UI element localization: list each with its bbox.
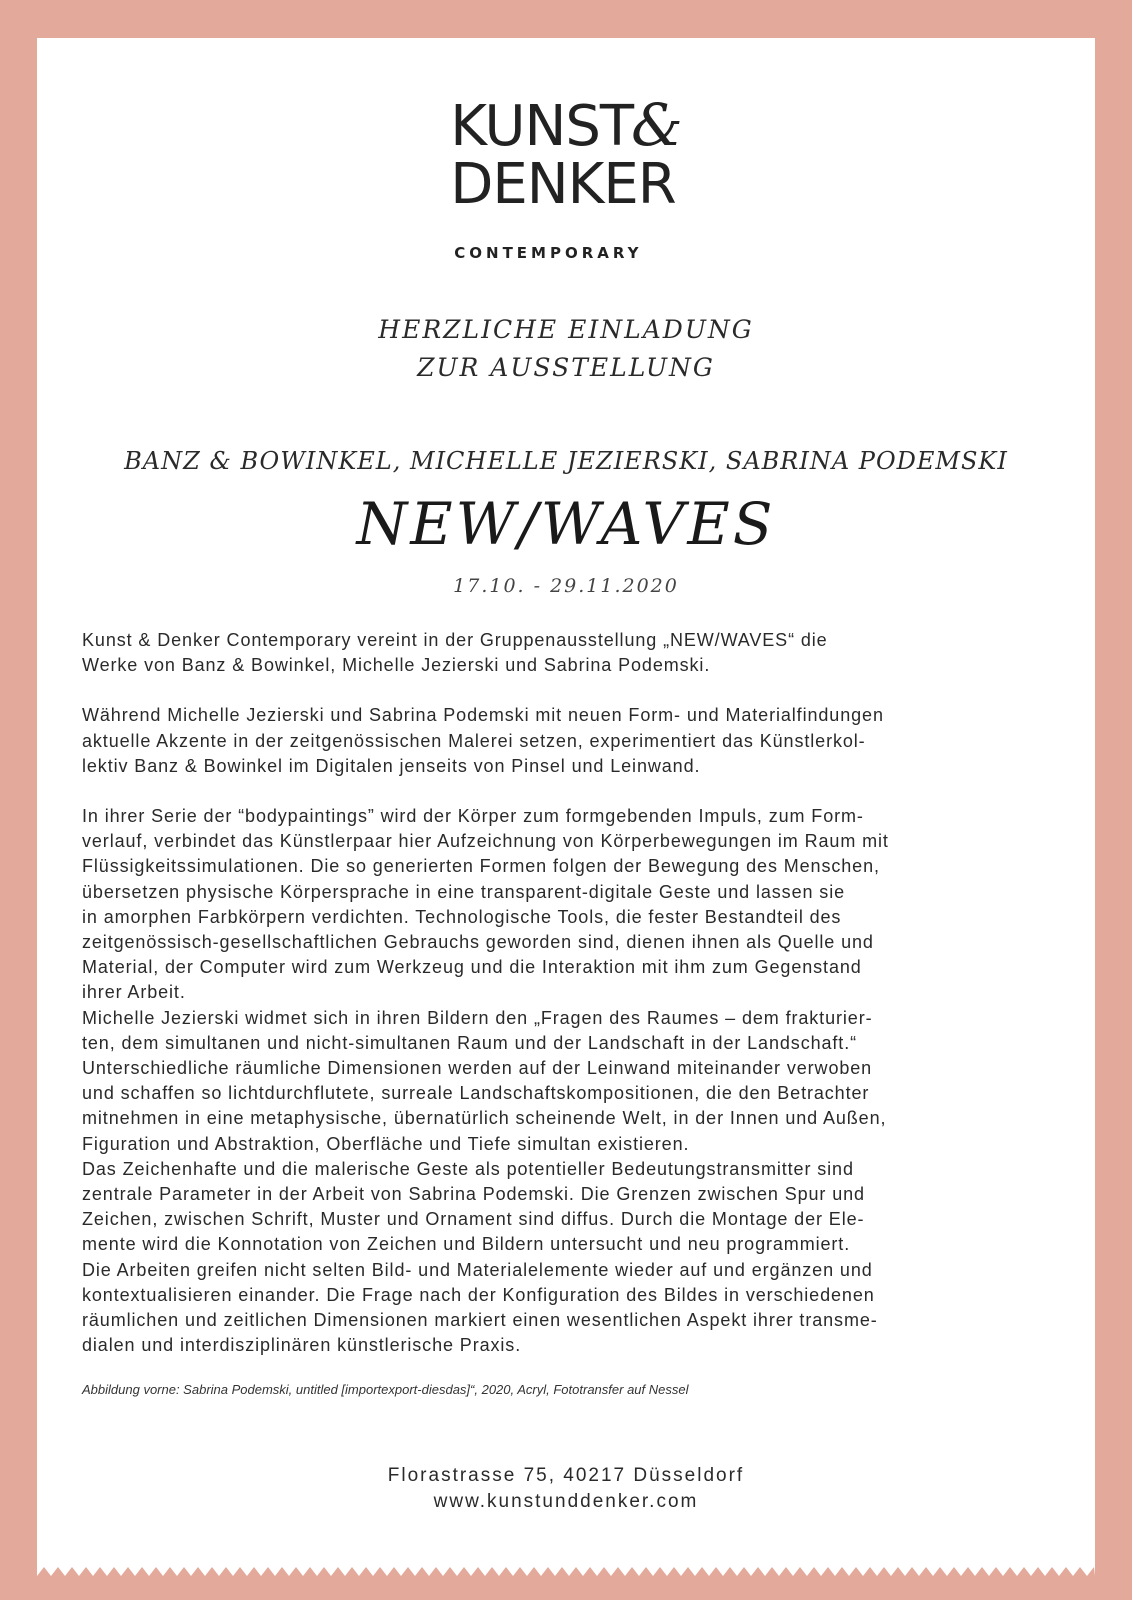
text-line: ihrer Arbeit. <box>82 982 186 1003</box>
text-line: verlauf, verbindet das Künstlerpaar hier Aufzeichnung von Körperbewegungen im Raum mit <box>82 831 889 852</box>
text-line: dialen und interdisziplinären künstlerische Praxis. <box>82 1335 522 1356</box>
text-line: Unterschiedliche räumliche Dimensionen werden auf der Leinwand miteinander verwoben <box>82 1058 873 1079</box>
address: Florastrasse 75, 40217 Düsseldorf <box>387 1465 745 1486</box>
text-line: räumlichen und zeitlichen Dimensionen markiert einen wesentlichen Aspekt ihrer transme- <box>82 1310 878 1331</box>
artist-names: BANZ & BOWINKEL, MICHELLE JEZIERSKI, SABRINA PODEMSKI <box>124 447 1008 475</box>
text-line: ten, dem simultanen und nicht-simultanen Raum und der Landschaft in der Landschaft.“ <box>82 1032 858 1053</box>
text-line: mitnehmen in eine metaphysische, übernatürlich scheinende Welt, in der Innen und Außen, <box>82 1108 887 1129</box>
text-line: kontextualisieren einander. Die Frage nach der Konfiguration des Bildes in verschiedenen <box>82 1284 875 1305</box>
text-line: Figuration und Abstraktion, Oberfläche und Tiefe simultan existieren. <box>82 1133 690 1154</box>
zigzag-edge <box>37 1560 1095 1576</box>
exhibition-title: NEW/WAVES <box>356 490 776 558</box>
invitation-line-2: ZUR AUSSTELLUNG <box>417 353 715 382</box>
text-line: Kunst & Denker Contemporary vereint in der Gruppenausstellung „NEW/WAVES“ die <box>82 630 828 650</box>
exhibition-description <box>82 628 1082 1358</box>
paragraph-jezierski <box>82 1006 1082 1157</box>
invitation-line-1: HERZLICHE EINLADUNG <box>378 315 754 344</box>
text-line: Die Arbeiten greifen nicht selten Bild- und Materialelemente wieder auf und ergänzen und <box>82 1259 873 1280</box>
text-line: aktuelle Akzente in der zeitgenössischen Malerei setzen, experimentiert das Künstlerkol- <box>82 730 866 751</box>
text-line: zentrale Parameter in der Arbeit von Sabrina Podemski. Die Grenzen zwischen Spur und <box>82 1184 865 1205</box>
invitation-card <box>37 38 1095 1576</box>
text-line: zeitgenössisch-gesellschaftlichen Gebrauchs geworden sind, dienen ihnen als Quelle und <box>82 932 874 953</box>
text-line: Material, der Computer wird zum Werkzeug und die Interaktion mit ihm zum Gegenstand <box>82 957 862 978</box>
paragraph-intro <box>82 628 1082 678</box>
invitation-heading <box>37 311 1095 387</box>
text-line: übersetzen physische Körpersprache in eine transparent-digitale Geste und lassen sie <box>82 881 846 902</box>
logo-ampersand: & <box>631 91 682 159</box>
website-link[interactable]: www.kunstunddenker.com <box>433 1491 699 1512</box>
text-line: lektiv Banz & Bowinkel im Digitalen jenseits von Pinsel und Leinwand. <box>82 755 701 776</box>
paragraph-banz-bowinkel <box>82 804 1082 1006</box>
exhibition-dates: 17.10. - 29.11.2020 <box>453 575 679 597</box>
paragraph-podemski <box>82 1157 1082 1359</box>
text-line: In ihrer Serie der “bodypaintings” wird der Körper zum formgebenden Impuls, zum Form- <box>82 806 864 827</box>
text-line: mente wird die Konnotation von Zeichen und Bildern untersucht und neu programmiert. <box>82 1234 851 1255</box>
text-line: Flüssigkeitssimulationen. Die so generierten Formen folgen der Bewegung des Menschen, <box>82 856 880 877</box>
text-line: Werke von Banz & Bowinkel, Michelle Jezierski und Sabrina Podemski. <box>82 655 711 676</box>
image-credit: Abbildung vorne: Sabrina Podemski, untitled [importexport-diesdas]“, 2020, Acryl, Fototransfer auf Nessel <box>82 1382 689 1397</box>
text-line: und schaffen so lichtdurchflutete, surreale Landschaftskompositionen, die den Betrachter <box>82 1083 870 1104</box>
logo-line-kunst: KUNST <box>450 94 634 159</box>
logo-subtitle: CONTEMPORARY <box>454 244 643 262</box>
text-line: Während Michelle Jezierski und Sabrina Podemski mit neuen Form- und Materialfindungen <box>82 705 884 726</box>
paragraph-overview <box>82 703 1082 779</box>
gallery-logo <box>37 91 1095 282</box>
text-line: in amorphen Farbkörpern verdichten. Technologische Tools, die fester Bestandteil des <box>82 906 842 927</box>
text-line: Das Zeichenhafte und die malerische Geste als potentieller Bedeutungstransmitter sind <box>82 1158 854 1179</box>
footer <box>37 1463 1095 1515</box>
text-line: Michelle Jezierski widmet sich in ihren Bildern den „Fragen des Raumes – dem frakturier- <box>82 1007 873 1028</box>
text-line: Zeichen, zwischen Schrift, Muster und Ornament sind diffus. Durch die Montage der Ele- <box>82 1209 865 1230</box>
logo-line-denker: DENKER <box>450 152 676 217</box>
